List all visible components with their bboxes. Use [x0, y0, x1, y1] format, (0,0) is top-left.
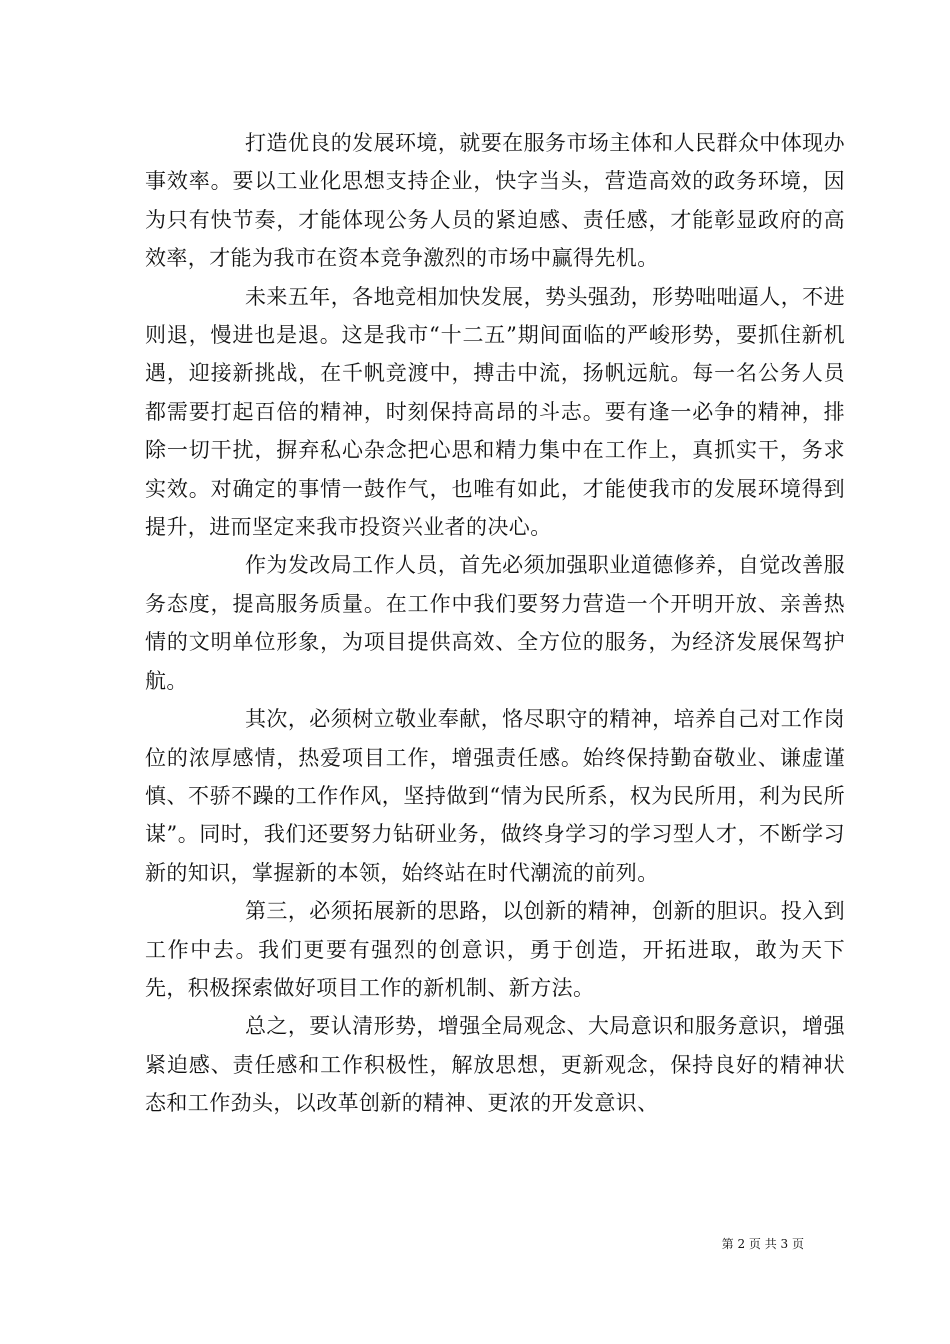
- paragraph-2: 未来五年，各地竞相加快发展，势头强劲，形势咄咄逼人，不进则退，慢进也是退。这是我市“十二五”期间面临的严峻形势，要抓住新机遇，迎接新挑战，在千帆竞渡中，搏击中流，扬帆远航。每一名公务人员都需要打起百倍的精神，时刻保持高昂的斗志。要有逢一必争的精神，排除一切干扰，摒弃私心杂念把心思和精力集中在工作上，真抓实干，务求实效。对确定的事情一鼓作气，也唯有如此，才能使我市的发展环境得到提升，进而坚定来我市投资兴业者的决心。: [145, 284, 845, 540]
- paragraph-1: 打造优良的发展环境，就要在服务市场主体和人民群众中体现办事效率。要以工业化思想支持企业，快字当头，营造高效的政务环境，因为只有快节奏，才能体现公务人员的紧迫感、责任感，才能彰显政府的高效率，才能为我市在资本竞争激烈的市场中赢得先机。: [145, 131, 845, 271]
- paragraph-5: 第三，必须拓展新的思路，以创新的精神，创新的胆识。投入到工作中去。我们更要有强烈的创意识，勇于创造，开拓进取，敢为天下先，积极探索做好项目工作的新机制、新方法。: [145, 899, 845, 1000]
- paragraph-4: 其次，必须树立敬业奉献，恪尽职守的精神，培养自己对工作岗位的浓厚感情，热爱项目工作，增强责任感。始终保持勤奋敬业、谦虚谨慎、不骄不躁的工作作风，坚持做到“情为民所系，权为民所用，利为民所谋”。同时，我们还要努力钻研业务，做终身学习的学习型人才，不断学习新的知识，掌握新的本领，始终站在时代潮流的前列。: [145, 707, 845, 885]
- page-number-footer: 第 2 页 共 3 页: [721, 1237, 804, 1251]
- paragraph-6: 总之，要认清形势，增强全局观念、大局意识和服务意识，增强紧迫感、责任感和工作积极性，解放思想，更新观念，保持良好的精神状态和工作劲头，以改革创新的精神、更浓的开发意识、: [145, 1014, 845, 1116]
- paragraph-3: 作为发改局工作人员，首先必须加强职业道德修养，自觉改善服务态度，提高服务质量。在工作中我们要努力营造一个开明开放、亲善热情的文明单位形象，为项目提供高效、全方位的服务，为经济发展保驾护航。: [145, 553, 845, 693]
- document-body: [145, 124, 845, 1123]
